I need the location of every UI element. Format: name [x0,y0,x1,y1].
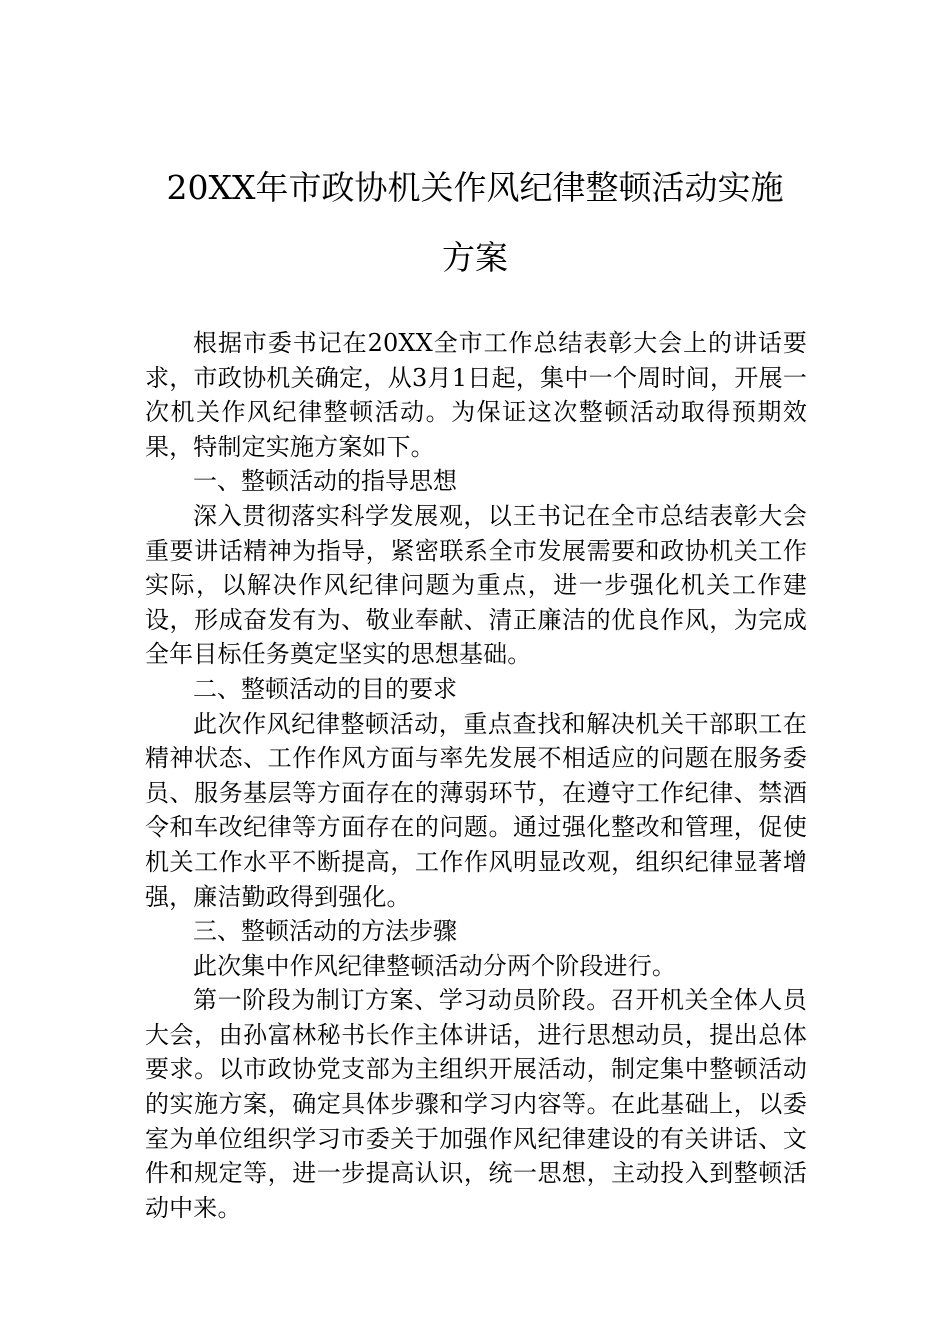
document-title-line2: 方案 [442,238,508,277]
section-heading-3: 三、整顿活动的方法步骤 [193,917,457,946]
section-1-paragraph-1: 深入贯彻落实科学发展观，以王书记在全市总结表彰大会重要讲话精神为指导，紧密联系全市发展需要和政协机关工作实际，以解决作风纪律问题为重点，进一步强化机关工作建设，形成奋发有为、敬业奉献、清正廉洁的优良作风，为完成全年目标任务奠定坚实的思想基础。 [145,501,807,669]
section-heading-2: 二、整顿活动的目的要求 [193,674,457,703]
document-title-line1: 20XX年市政协机关作风纪律整顿活动实施 [166,168,784,207]
section-heading-1: 一、整顿活动的指导思想 [193,467,457,496]
section-3-paragraph-2: 第一阶段为制订方案、学习动员阶段。召开机关全体人员大会，由孙富林秘书长作主体讲话，进行思想动员，提出总体要求。以市政协党支部为主组织开展活动，制定集中整顿活动的实施方案，确定具体步骤和学习内容等。在此基础上，以委室为单位组织学习市委关于加强作风纪律建设的有关讲话、文件和规定等，进一步提高认识，统一思想，主动投入到整顿活动中来。 [145,986,807,1222]
document-body [145,326,807,1225]
section-2-paragraph-1: 此次作风纪律整顿活动，重点查找和解决机关干部职工在精神状态、工作作风方面与率先发展不相适应的问题在服务委员、服务基层等方面存在的薄弱环节，在遵守工作纪律、禁酒令和车改纪律等方面存在的问题。通过强化整改和管理，促使机关工作水平不断提高，工作作风明显改观，组织纪律显著增强，廉洁勤政得到强化。 [145,709,807,911]
intro-paragraph: 根据市委书记在20XX全市工作总结表彰大会上的讲话要求，市政协机关确定，从3月1日起，集中一个周时间，开展一次机关作风纪律整顿活动。为保证这次整顿活动取得预期效果，特制定实施方案如下。 [145,329,807,461]
section-3-paragraph-1: 此次集中作风纪律整顿活动分两个阶段进行。 [193,951,676,980]
